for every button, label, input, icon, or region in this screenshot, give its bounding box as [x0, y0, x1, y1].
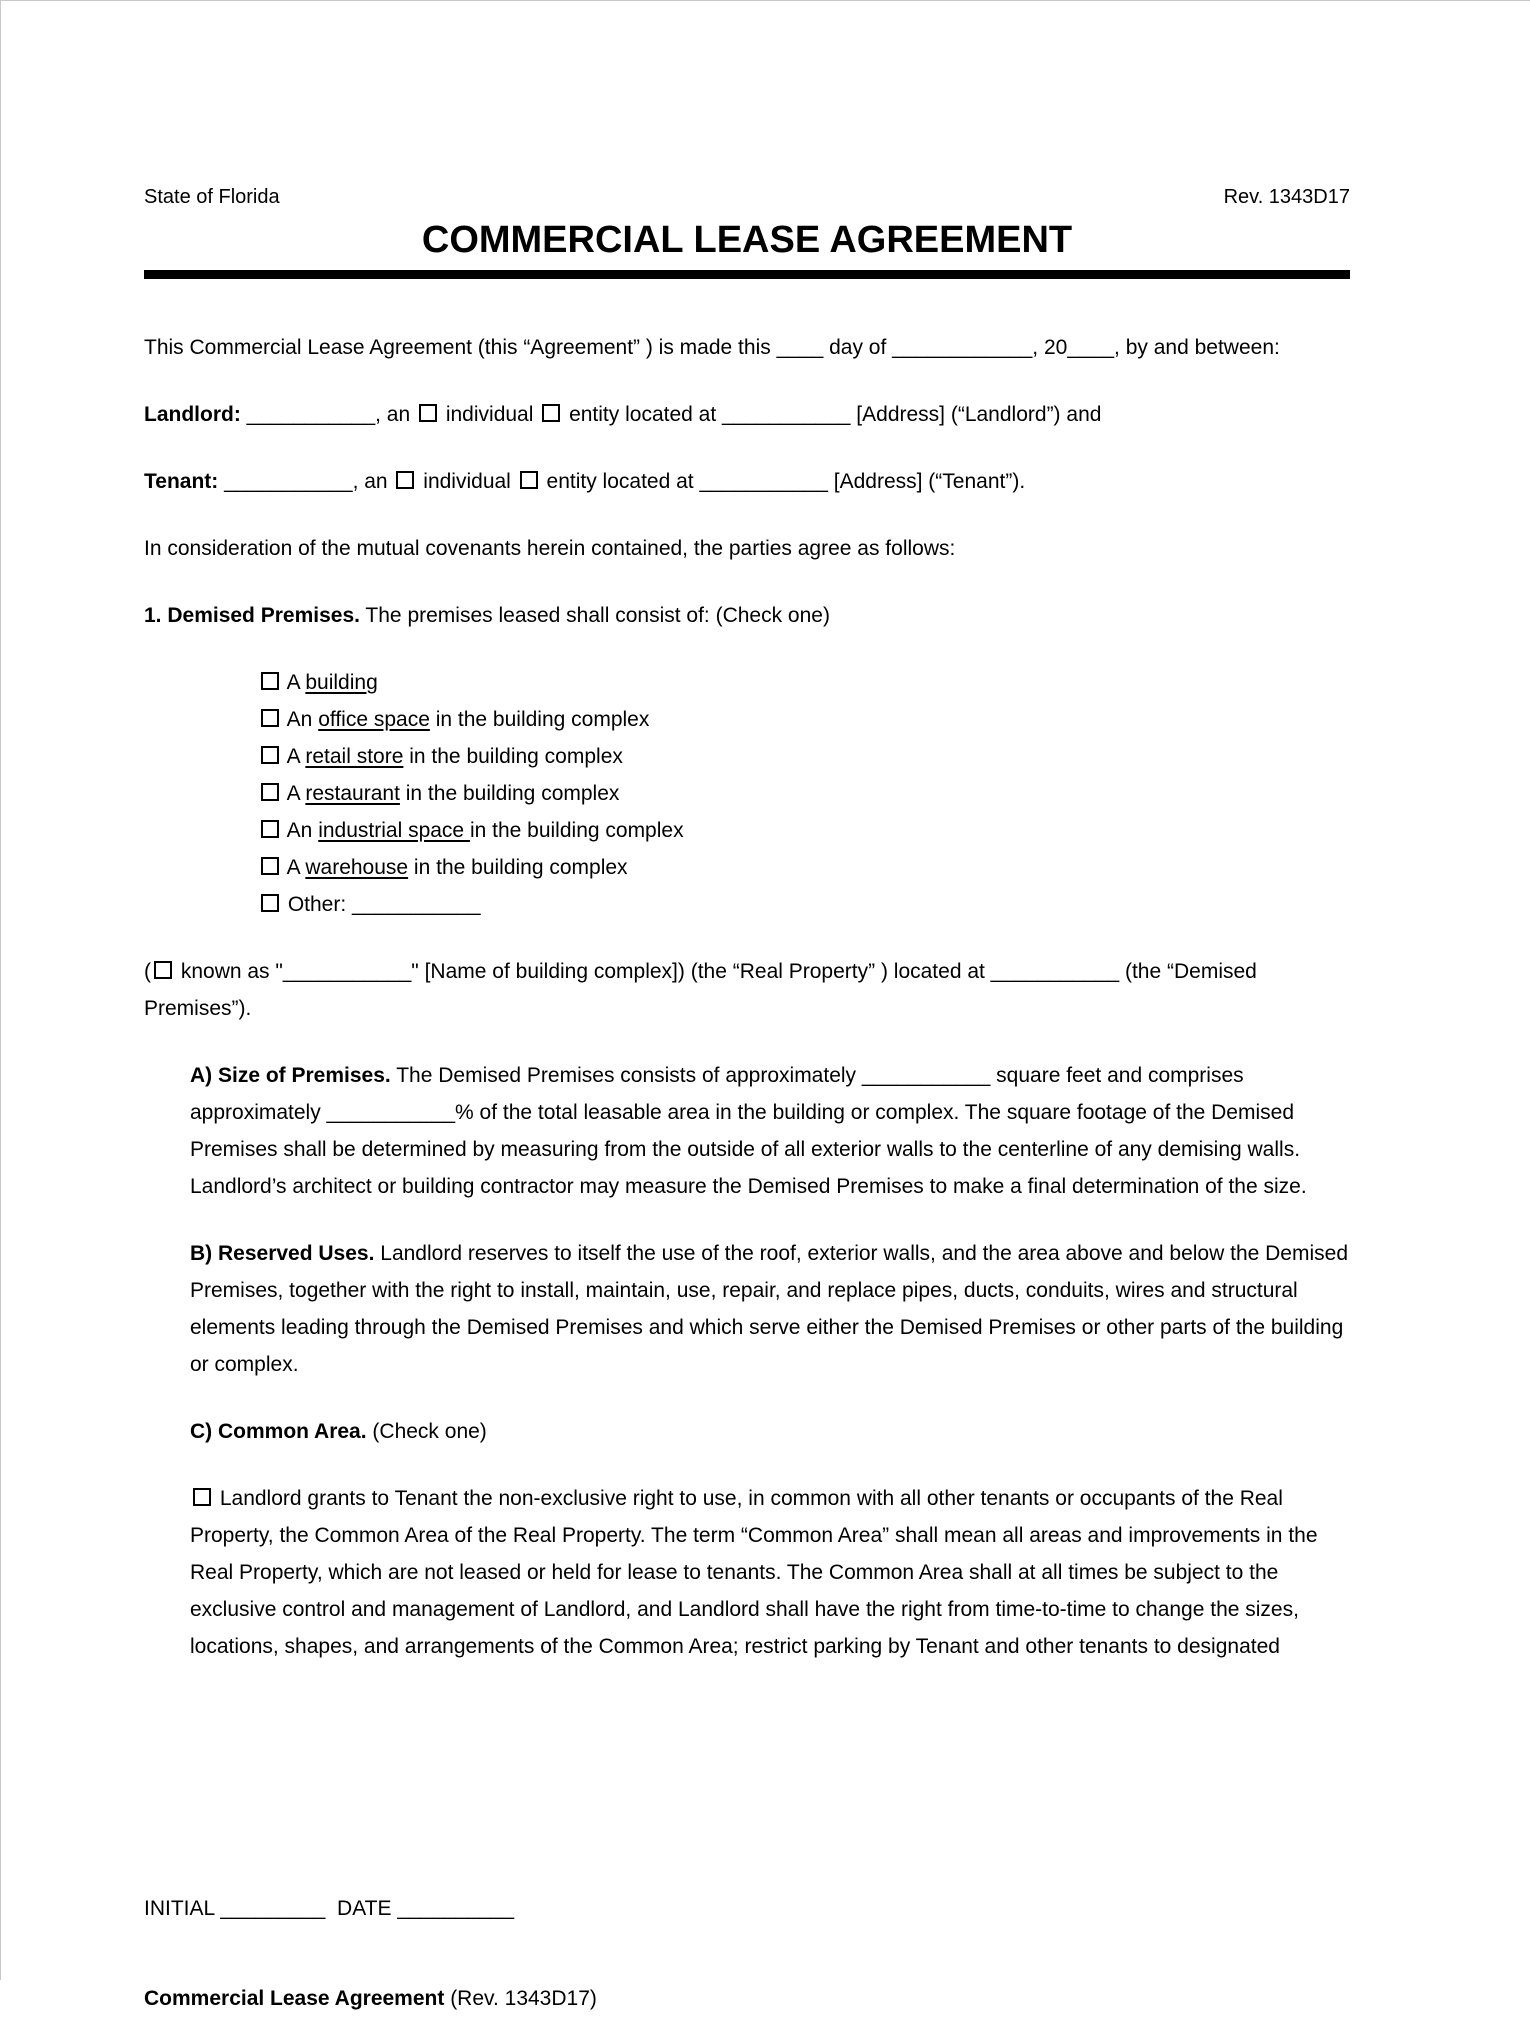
- premises-type-checklist: [258, 664, 1350, 923]
- document-page: [1, 1, 1530, 1665]
- checkbox-icon[interactable]: [154, 961, 172, 979]
- text-run: A: [282, 745, 306, 768]
- text-run: (: [144, 960, 151, 983]
- text-run: A: [282, 671, 306, 694]
- footer-doc-rev: (Rev. 1343D17): [444, 1987, 597, 2010]
- checkbox-icon[interactable]: [396, 471, 414, 489]
- page-header: [144, 186, 1350, 208]
- text-run: in the building complex: [429, 708, 650, 731]
- text-run: Landlord:: [144, 403, 241, 426]
- text-run: known as "___________" [Name of building complex]) (the “Real Property” ) located at ___________ (the “Demised Premises”).: [144, 960, 1263, 1020]
- landlord-paragraph: [144, 396, 1350, 433]
- checkbox-icon[interactable]: [261, 820, 279, 838]
- checkbox-icon[interactable]: [261, 709, 279, 727]
- text-run: individual: [417, 470, 517, 493]
- checklist-item: [258, 664, 1350, 701]
- text-run: A: [282, 856, 306, 879]
- text-run: in the building complex: [403, 745, 623, 768]
- text-run: entity located at ___________ [Address] (“Tenant”).: [540, 470, 1026, 493]
- text-run: 1. Demised Premises.: [144, 604, 360, 627]
- tenant-paragraph: [144, 463, 1350, 500]
- consideration-paragraph: [144, 530, 1350, 567]
- document-body: [144, 329, 1354, 1665]
- checkbox-icon[interactable]: [419, 404, 437, 422]
- document-title: COMMERCIAL LEASE AGREEMENT: [421, 219, 1073, 261]
- checklist-item: [258, 886, 1350, 923]
- initial-blank: _________: [214, 1897, 338, 1920]
- initial-date-line: [144, 1894, 597, 1924]
- underlined-term: office space: [318, 708, 430, 731]
- text-run: in the building complex: [469, 819, 684, 842]
- checklist-item: [258, 849, 1350, 886]
- checkbox-icon[interactable]: [261, 746, 279, 764]
- text-run: A: [282, 782, 306, 805]
- text-run: In consideration of the mutual covenants herein contained, the parties agree as follows:: [144, 537, 956, 560]
- checkbox-icon[interactable]: [520, 471, 538, 489]
- text-run: This Commercial Lease Agreement (this “Agreement” ) is made this ____ day of ____________, 20____, by and between:: [144, 336, 1280, 359]
- checklist-item: [258, 812, 1350, 849]
- initial-label: INITIAL: [144, 1897, 215, 1920]
- underlined-term: warehouse: [305, 856, 409, 879]
- checkbox-icon[interactable]: [261, 857, 279, 875]
- text-run: Landlord reserves to itself the use of the roof, exterior walls, and the area above and below the Demised Premises, together with the right to install, maintain, use, repair, and replace pipes, ducts, conduits, wires and structural elements leading through the Demised Premises and which serve either the Demised Premises or other parts of the building or complex.: [190, 1242, 1354, 1376]
- intro-paragraph: [144, 329, 1350, 366]
- checkbox-icon[interactable]: [261, 672, 279, 690]
- date-blank: __________: [391, 1897, 515, 1920]
- common-area-option-paragraph: [190, 1480, 1350, 1665]
- underlined-term: restaurant: [305, 782, 400, 805]
- text-run: C) Common Area.: [190, 1420, 367, 1443]
- title-divider: [144, 270, 1350, 279]
- checklist-item: [258, 701, 1350, 738]
- footer-doc-name: Commercial Lease Agreement: [144, 1987, 445, 2010]
- text-run: individual: [440, 403, 540, 426]
- known-as-paragraph: [144, 953, 1350, 1027]
- text-run: Tenant:: [144, 470, 219, 493]
- underlined-term: building: [305, 671, 378, 694]
- checklist-item: [258, 738, 1350, 775]
- underlined-term: retail store: [305, 745, 404, 768]
- checkbox-icon[interactable]: [193, 1488, 211, 1506]
- state-label: State of Florida: [144, 186, 280, 208]
- text-run: An: [282, 708, 319, 731]
- text-run: ___________, an: [218, 470, 394, 493]
- page-footer: [144, 1834, 597, 2044]
- text-run: An: [282, 819, 319, 842]
- text-run: ___________, an: [240, 403, 416, 426]
- text-run: (Check one): [366, 1420, 487, 1443]
- text-run: in the building complex: [399, 782, 620, 805]
- checkbox-icon[interactable]: [542, 404, 560, 422]
- text-run: The premises leased shall consist of: (Check one): [359, 604, 830, 627]
- demised-premises-heading: [144, 597, 1350, 634]
- common-area-heading: [190, 1413, 1350, 1450]
- text-run: Landlord grants to Tenant the non-exclusive right to use, in common with all other tenants or occupants of the Real Property, the Common Area of the Real Property. The term “Common Area” shall mean all areas and improvements in the Real Property, which are not leased or held for lease to tenants. The Common Area shall at all times be subject to the exclusive control and management of Landlord, and Landlord shall have the right from time-to-time to change the sizes, locations, shapes, and arrangements of the Common Area; restrict parking by Tenant and other tenants to designated: [190, 1487, 1324, 1658]
- reserved-uses-paragraph: [190, 1235, 1354, 1383]
- text-run: A) Size of Premises.: [190, 1064, 391, 1087]
- footer-doc-line: [144, 1984, 597, 2014]
- text-run: B) Reserved Uses.: [190, 1242, 375, 1265]
- text-run: in the building complex: [408, 856, 628, 879]
- text-run: entity located at ___________ [Address] (“Landlord”) and: [563, 403, 1102, 426]
- text-run: The Demised Premises consists of approximately ___________ square feet and comprises approximately ___________% of the total leasable area in the building or complex. The square footage of the Demised Premises shall be determined by measuring from the outside of all exterior walls to the centerline of any demising walls. Landlord’s architect or building contractor may measure the Demised Premises to make a final determination of the size.: [190, 1064, 1307, 1198]
- size-of-premises-paragraph: [190, 1057, 1350, 1205]
- date-label: DATE: [337, 1897, 392, 1920]
- checklist-item: [258, 775, 1350, 812]
- revision-label: Rev. 1343D17: [1223, 186, 1350, 208]
- checkbox-icon[interactable]: [261, 783, 279, 801]
- checkbox-icon[interactable]: [261, 894, 279, 912]
- text-run: Other: ___________: [282, 893, 481, 916]
- underlined-term: industrial space: [318, 819, 470, 842]
